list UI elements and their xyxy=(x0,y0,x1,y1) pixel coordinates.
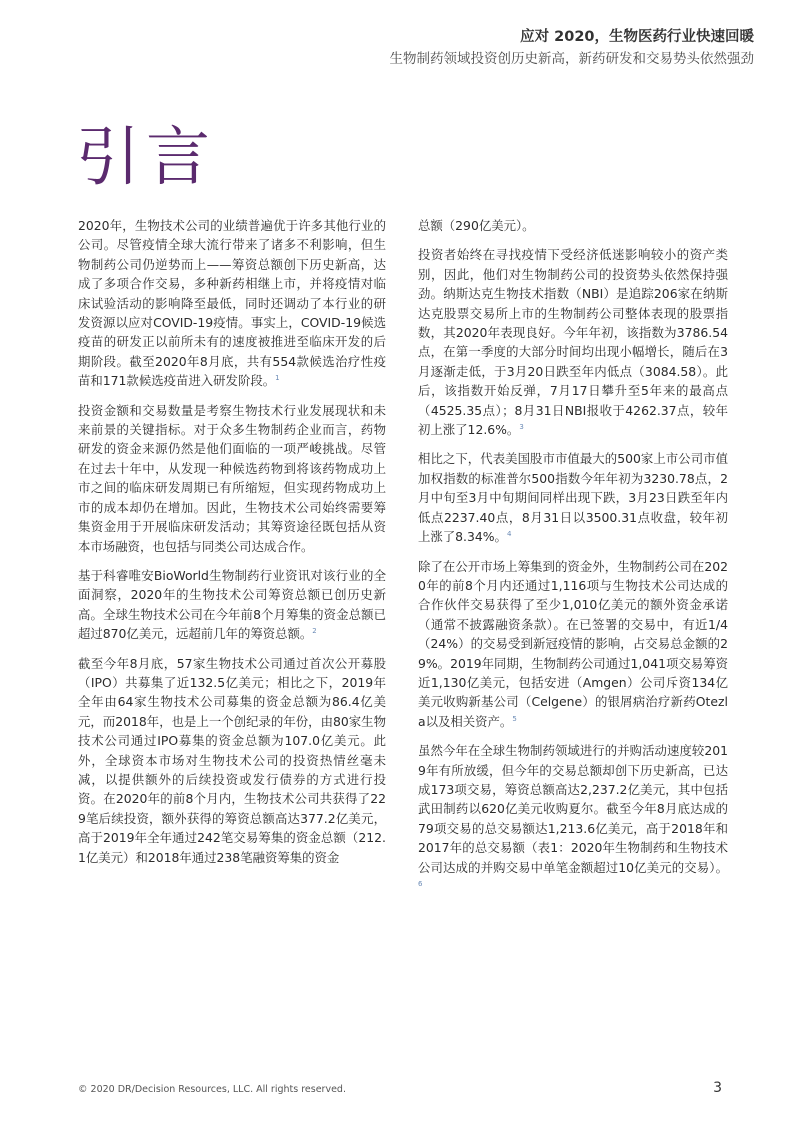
paragraph: 虽然今年在全球生物制药领域进行的并购活动速度较2019年有所放缓，但今年的交易总额却创下历史新高，已达成173项交易，筹资总额高达2,237.2亿美元，其中包括武田制药以620亿美元收购夏尔。截至今年8月底达成的79项交易的总交易额达1,213.6亿美元，高于2018年和2017年的总交易额（表1：2020年生物制药和生物技术公司达成的并购交易中单笔金额超过10亿美元的交易）。$^6$ xyxy=(418,743,728,888)
footnote-ref[interactable]: 6 xyxy=(418,879,423,888)
page-header xyxy=(390,26,755,70)
page-title: 引言 xyxy=(76,121,216,195)
paragraph: 基于科睿唯安BioWorld生物制药行业资讯对该行业的全面洞察，2020年的生物技术公司筹资总额已创历史新高。全球生物技术公司在今年前8个月筹集的资金总额已超过870亿美元，远超前几年的筹资总额。$^2$ xyxy=(78,567,386,642)
paragraph: 投资者始终在寻找疫情下受经济低迷影响较小的资产类别，因此，他们对生物制药公司的投资势头依然保持强劲。纳斯达克生物技术指数（NBI）是追踪206家在纳斯达克股票交易所上市的生物制药公司整体表现的股票指数，其2020年表现良好。今年年初，该指数为3786.54点，在第一季度的大部分时间均出现小幅增长，随后在3月逐渐走低，于3月20日跌至年内低点（3084.58）。此后，该指数开始反弹，7月17日攀升至5年来的最高点（4525.35点）；8月31日NBI报收于4262.37点，较年初上涨了12.6%。$^3$ xyxy=(418,247,728,438)
paragraph: 截至今年8月底，57家生物技术公司通过首次公开募股（IPO）共募集了近132.5亿美元；相比之下，2019年全年由64家生物技术公司募集的资金总额为86.4亿美元，而2018年，也是上一个创纪录的年份，由80家生物技术公司通过IPO募集的资金总额为107.0亿美元。此外，全球资本市场对生物技术公司的投资热情丝毫未减，以提供额外的后续投资或发行债券的方式进行投资。在2020年的前8个月内，生物技术公司共获得了229笔后续投资，额外获得的筹资总额高达377.2亿美元，高于2019年全年通过242笔交易筹集的资金总额（212.1亿美元）和2018年通过238笔融资筹集的资金 xyxy=(78,655,386,865)
paragraph: 投资金额和交易数量是考察生物技术行业发展现状和未来前景的关键指标。对于众多生物制药企业而言，药物研发的资金来源仍然是他们面临的一项严峻挑战。尽管在过去十年中，从发现一种候选药物到将该药物成功上市之间的临床研发周期已有所缩短，但实现药物成功上市的成本却仍在增加。因此，生物技术公司始终需要筹集资金用于开展临床研发活动；其筹资途径既包括从资本市场融资，也包括与同类公司达成合作。 xyxy=(78,402,386,554)
footnote-ref[interactable]: 2 xyxy=(312,627,317,635)
footnote-ref[interactable]: 1 xyxy=(275,374,280,383)
left-column xyxy=(78,216,386,877)
paragraph: 相比之下，代表美国股市市值最大的500家上市公司市值加权指数的标准普尔500指数今年年初为3230.78点，2月中旬至3月中旬期间同样出现下跌，3月23日跌至年内低点2237.40点，8月31日以3500.31点收盘，较年初上涨了8.34%。$^4$ xyxy=(418,451,728,545)
copyright-notice: © 2020 DR/Decision Resources, LLC. All rights reserved. xyxy=(78,1084,346,1095)
header-subtitle: 生物制药领域投资创历史新高，新药研发和交易势头依然强劲 xyxy=(389,51,754,67)
paragraph: 总额（290亿美元）。 xyxy=(418,218,535,233)
footnote-ref[interactable]: 3 xyxy=(519,422,524,431)
right-column xyxy=(418,216,728,906)
header-title: 应对 2020，生物医药行业快速回暖 xyxy=(520,29,754,45)
paragraph: 2020年，生物技术公司的业绩普遍优于许多其他行业的公司。尽管疫情全球大流行带来了诸多不利影响，但生物制药公司仍逆势而上——筹资总额创下历史新高，达成了多项合作交易，多种新药相继上市，并将疫情对临床试验活动的影响降至最低，同时还调动了本行业的研发资源以应对COVID-19疫情。事实上，COVID-19候选疫苗的研发正以前所未有的速度被推进至临床开发的后期阶段。截至2020年8月底，共有554款候选治疗性疫苗和171款候选疫苗进入研发阶段。$^1$ xyxy=(78,218,386,389)
footnote-ref[interactable]: 5 xyxy=(512,714,517,723)
paragraph: 除了在公开市场上筹集到的资金外，生物制药公司在2020年的前8个月内还通过1,116项与生物技术公司达成的合作伙伴交易获得了至少1,010亿美元的额外资金承诺（通常不披露融资条款）。在已签署的交易中，有近1/4（24%）的交易受到新冠疫情的影响，占交易总金额的29%。2019年同期，生物制药公司通过1,041项交易筹资近1,130亿美元，包括安进（Amgen）公司斥资134亿美元收购新基公司（Celgene）的银屑病治疗新药Otezla以及相关资产。$^5$ xyxy=(418,558,728,729)
page-number: 3 xyxy=(713,1080,722,1096)
footnote-ref[interactable]: 4 xyxy=(506,529,512,538)
